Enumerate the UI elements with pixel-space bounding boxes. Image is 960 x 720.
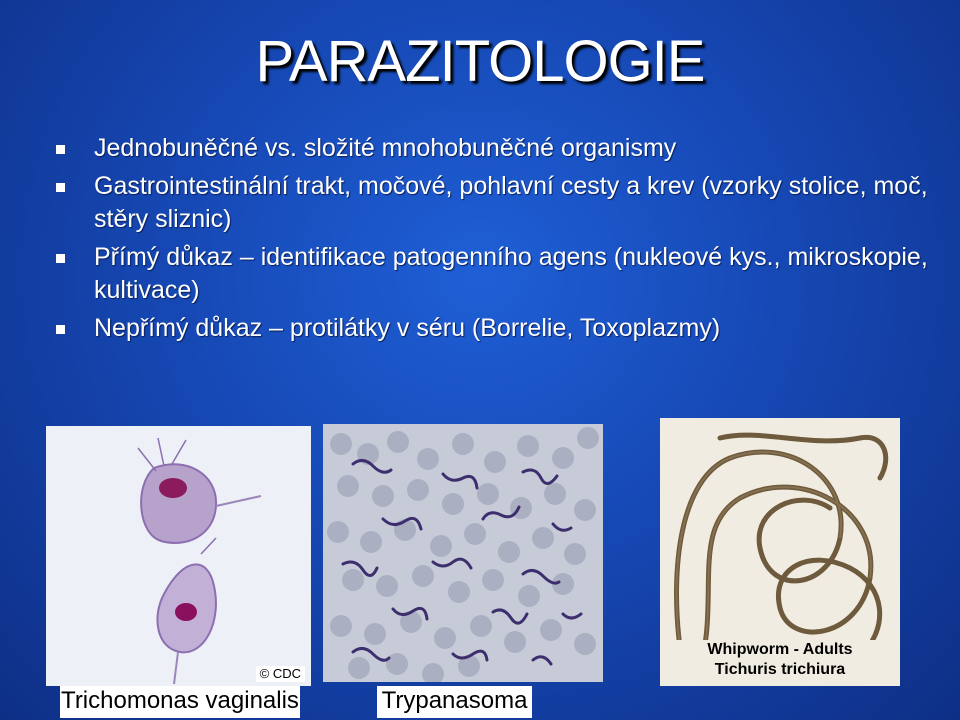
bullet-item: [52, 312, 942, 345]
trypanosoma-caption: Trypanasoma: [377, 686, 532, 718]
bullet-item: [52, 132, 942, 165]
bullet-square-icon: [56, 254, 65, 263]
bullet-item: [52, 170, 942, 236]
bullet-list: [52, 132, 942, 350]
whipworm-label-line2: Tichuris trichiura: [714, 661, 846, 678]
bullet-square-icon: [56, 145, 65, 154]
trichomonas-micrograph-icon: [46, 426, 311, 686]
bullet-text: Nepřímý důkaz – protilátky v séru (Borrelie, Toxoplazmy): [94, 314, 721, 342]
bullet-square-icon: [56, 325, 65, 334]
bullet-square-icon: [56, 183, 65, 192]
bullet-text: Gastrointestinální trakt, močové, pohlavní cesty a krev (vzorky stolice, moč, stěry sliznic): [94, 172, 928, 233]
bullet-text: Přímý důkaz – identifikace patogenního agens (nukleové kys., mikroskopie, kultivace): [94, 243, 928, 304]
bullet-item: [52, 241, 942, 307]
trypanosoma-blood-smear-icon: [323, 424, 603, 682]
whipworm-label: [660, 640, 900, 686]
whipworm-label-line1: Whipworm - Adults: [707, 641, 853, 658]
trypanosoma-image: [323, 424, 603, 682]
whipworm-image: [660, 418, 900, 686]
image-credit: © CDC: [256, 666, 305, 682]
slide-title: PARAZITOLOGIE: [255, 29, 705, 94]
trichomonas-image: [46, 426, 311, 686]
trichomonas-caption: Trichomonas vaginalis: [60, 686, 300, 718]
bullet-text: Jednobuněčné vs. složité mnohobuněčné organismy: [94, 134, 677, 162]
